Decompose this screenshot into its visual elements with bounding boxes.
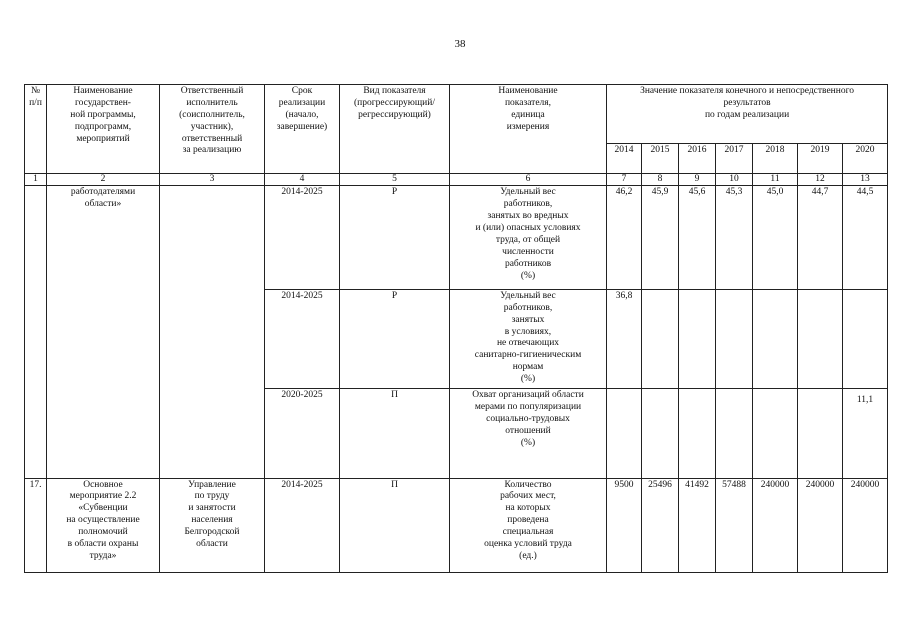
type-cell: П <box>340 478 450 572</box>
program-name-cell: работодателями области» <box>47 186 160 478</box>
indicator-cell: Количество рабочих мест, на которых проведена специальная оценка условий труда (ед.) <box>450 478 607 572</box>
column-number: 7 <box>607 174 642 186</box>
type-cell: Р <box>340 289 450 388</box>
header-responsible: Ответственный исполнитель (соисполнитель, участник), ответственный за реализацию <box>160 85 265 174</box>
value-cell <box>843 289 888 388</box>
column-number: 3 <box>160 174 265 186</box>
column-number: 10 <box>716 174 753 186</box>
value-cell <box>642 389 679 478</box>
value-cell: 41492 <box>679 478 716 572</box>
value-cell: 36,8 <box>607 289 642 388</box>
term-cell: 2020-2025 <box>265 389 340 478</box>
header-term: Срок реализации (начало, завершение) <box>265 85 340 174</box>
header-values: Значение показателя конечного и непосредственного результатов по годам реализации <box>607 85 888 144</box>
page-number: 38 <box>454 38 466 50</box>
responsible-cell <box>160 186 265 478</box>
value-cell: 25496 <box>642 478 679 572</box>
value-cell <box>753 389 798 478</box>
value-cell: 57488 <box>716 478 753 572</box>
header-name: Наименование государствен- ной программы, подпрограмм, мероприятий <box>47 85 160 174</box>
type-cell: Р <box>340 186 450 289</box>
program-name-cell: Основное мероприятие 2.2 «Субвенции на осуществление полномочий в области охраны труда» <box>47 478 160 572</box>
column-number: 9 <box>679 174 716 186</box>
column-number: 5 <box>340 174 450 186</box>
indicator-cell: Удельный вес работников, занятых во вредных и (или) опасных условиях труда, от общей численности работников (%) <box>450 186 607 289</box>
column-number: 2 <box>47 174 160 186</box>
column-number: 1 <box>25 174 47 186</box>
type-cell: П <box>340 389 450 478</box>
year-2015: 2015 <box>642 143 679 173</box>
year-2020: 2020 <box>843 143 888 173</box>
value-cell <box>753 289 798 388</box>
column-number: 4 <box>265 174 340 186</box>
year-2017: 2017 <box>716 143 753 173</box>
value-cell: 240000 <box>798 478 843 572</box>
table-row <box>25 186 888 289</box>
value-cell <box>798 289 843 388</box>
value-cell: 240000 <box>753 478 798 572</box>
value-cell: 44,5 <box>843 186 888 289</box>
term-cell: 2014-2025 <box>265 186 340 289</box>
indicator-cell: Охват организаций области мерами по популяризации социально-трудовых отношений (%) <box>450 389 607 478</box>
year-2014: 2014 <box>607 143 642 173</box>
column-number: 11 <box>753 174 798 186</box>
value-cell <box>642 289 679 388</box>
year-2016: 2016 <box>679 143 716 173</box>
value-cell <box>607 389 642 478</box>
header-row <box>25 85 888 144</box>
column-number: 12 <box>798 174 843 186</box>
term-cell: 2014-2025 <box>265 478 340 572</box>
value-cell: 45,3 <box>716 186 753 289</box>
year-2018: 2018 <box>753 143 798 173</box>
value-cell: 240000 <box>843 478 888 572</box>
value-cell: 11,1 <box>843 389 888 478</box>
indicators-table <box>24 84 888 573</box>
column-number: 13 <box>843 174 888 186</box>
header-num: № п/п <box>25 85 47 174</box>
column-numbers-row <box>25 174 888 186</box>
value-cell <box>798 389 843 478</box>
column-number: 8 <box>642 174 679 186</box>
value-cell: 45,6 <box>679 186 716 289</box>
responsible-cell: Управление по труду и занятости населения Белгородской области <box>160 478 265 572</box>
value-cell <box>679 389 716 478</box>
indicator-cell: Удельный вес работников, занятых в условиях, не отвечающих санитарно-гигиеническим нормам (%) <box>450 289 607 388</box>
row-num-cell: 17. <box>25 478 47 572</box>
year-2019: 2019 <box>798 143 843 173</box>
value-cell <box>716 289 753 388</box>
header-type: Вид показателя (прогрессирующий/ регрессирующий) <box>340 85 450 174</box>
value-cell <box>679 289 716 388</box>
header-indicator: Наименование показателя, единица измерения <box>450 85 607 174</box>
column-number: 6 <box>450 174 607 186</box>
value-cell: 45,9 <box>642 186 679 289</box>
row-num-cell <box>25 186 47 478</box>
value-cell: 45,0 <box>753 186 798 289</box>
table-row <box>25 478 888 572</box>
term-cell: 2014-2025 <box>265 289 340 388</box>
value-cell: 9500 <box>607 478 642 572</box>
value-cell: 44,7 <box>798 186 843 289</box>
value-cell: 46,2 <box>607 186 642 289</box>
value-cell <box>716 389 753 478</box>
